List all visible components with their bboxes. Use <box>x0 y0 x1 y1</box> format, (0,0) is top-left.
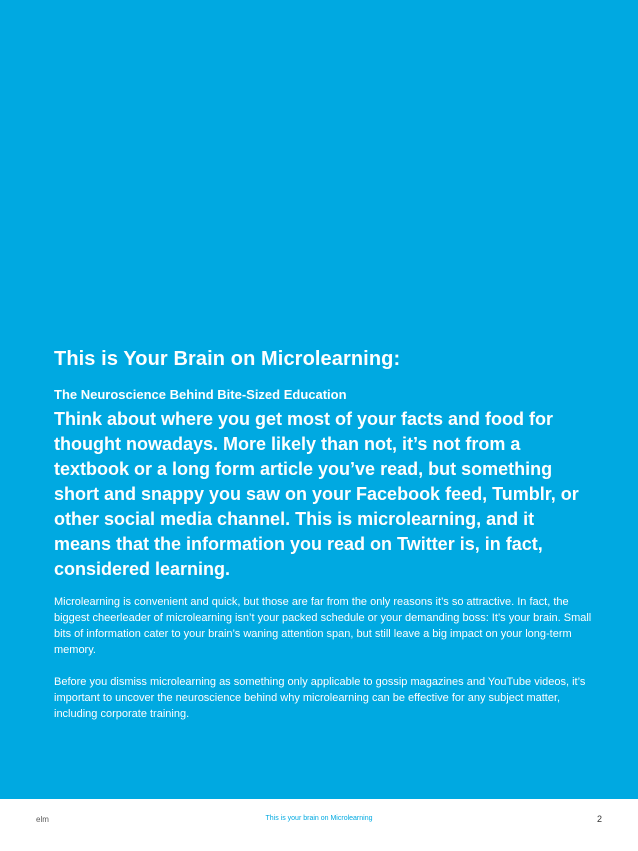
article-content <box>54 345 594 722</box>
page-subtitle: The Neuroscience Behind Bite-Sized Education <box>54 387 347 402</box>
page-title: This is Your Brain on Microlearning: <box>54 348 401 370</box>
page-footer <box>0 799 638 851</box>
footer-logo: elm <box>36 815 49 824</box>
body-paragraph-1: Microlearning is convenient and quick, but those are far from the only reasons it’s so attractive. In fact, the biggest cheerleader of microlearning isn’t your packed schedule or your demanding boss: It’s your brain. Small bits of information cater to your brain’s waning attention span, but still leave a big impact on your long-term memory. <box>54 596 592 656</box>
body-paragraph-2: Before you dismiss microlearning as something only applicable to gossip magazines and YouTube videos, it’s important to uncover the neuroscience behind why microlearning can be effective for any subject matter, including corporate training. <box>54 676 586 720</box>
footer-document-title: This is your brain on Microlearning <box>265 815 373 822</box>
page-number: 2 <box>596 814 602 824</box>
lead-paragraph: Think about where you get most of your facts and food for thought nowadays. More likely than not, it’s not from a textbook or a long form article you’ve read, but something short and snappy you saw on your Facebook feed, Tumblr, or other social media channel. This is microlearning, and it means that the information you read on Twitter is, in fact, considered learning. <box>54 409 579 579</box>
